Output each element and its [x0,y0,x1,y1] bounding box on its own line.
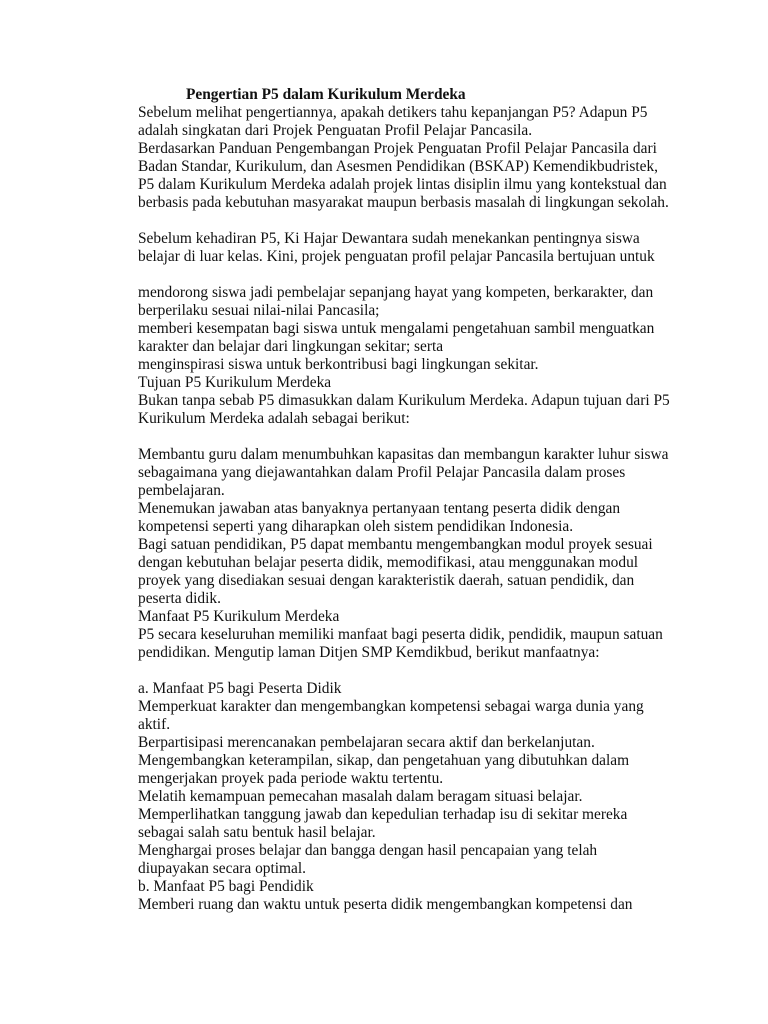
text-line: aktif. [138,716,171,733]
blank-line [138,662,698,680]
text-line: mengerjakan proyek pada periode waktu tertentu. [138,770,444,787]
text-line: Manfaat P5 Kurikulum Merdeka [138,608,340,625]
text-line: Melatih kemampuan pemecahan masalah dalam beragam situasi belajar. [138,788,583,805]
text-line: a. Manfaat P5 bagi Peserta Didik [138,680,342,697]
text-line: Berdasarkan Panduan Pengembangan Projek Penguatan Profil Pelajar Pancasila dari [138,140,657,157]
text-line: Menemukan jawaban atas banyaknya pertanyaan tentang peserta didik dengan [138,500,621,517]
text-line: kompetensi seperti yang diharapkan oleh sistem pendidikan Indonesia. [138,518,574,535]
document-text [138,104,698,914]
blank-line [138,266,698,284]
text-line: berperilaku sesuai nilai-nilai Pancasila; [138,302,380,319]
text-line: Kurikulum Merdeka adalah sebagai berikut: [138,410,410,427]
text-line: P5 secara keseluruhan memiliki manfaat bagi peserta didik, pendidik, maupun satuan [138,626,663,643]
text-line: Tujuan P5 Kurikulum Merdeka [138,374,332,391]
text-line: Membantu guru dalam menumbuhkan kapasitas dan membangun karakter luhur siswa [138,446,669,463]
text-line: adalah singkatan dari Projek Penguatan Profil Pelajar Pancasila. [138,122,533,139]
text-line: pembelajaran. [138,482,225,499]
document-title: Pengertian P5 dalam Kurikulum Merdeka [186,86,466,103]
text-line: karakter dan belajar dari lingkungan sekitar; serta [138,338,444,355]
text-line: Mengembangkan keterampilan, sikap, dan pengetahuan yang dibutuhkan dalam [138,752,630,769]
text-line: Bagi satuan pendidikan, P5 dapat membantu mengembangkan modul proyek sesuai [138,536,653,553]
text-line: Memperlihatkan tanggung jawab dan kepedulian terhadap isu di sekitar mereka [138,806,628,823]
text-line: Sebelum kehadiran P5, Ki Hajar Dewantara sudah menekankan pentingnya siswa [138,230,640,247]
text-line: b. Manfaat P5 bagi Pendidik [138,878,314,895]
text-line: pendidikan. Mengutip laman Ditjen SMP Kemdikbud, berikut manfaatnya: [138,644,600,661]
blank-line [138,428,698,446]
text-line: Badan Standar, Kurikulum, dan Asesmen Pendidikan (BSKAP) Kemendikbudristek, [138,158,659,175]
text-line: P5 dalam Kurikulum Merdeka adalah projek lintas disiplin ilmu yang kontekstual dan [138,176,667,193]
text-line: Menghargai proses belajar dan bangga dengan hasil pencapaian yang telah [138,842,598,859]
text-line: memberi kesempatan bagi siswa untuk mengalami pengetahuan sambil menguatkan [138,320,655,337]
text-line: mendorong siswa jadi pembelajar sepanjang hayat yang kompeten, berkarakter, dan [138,284,654,301]
text-line: proyek yang disediakan sesuai dengan karakteristik daerah, satuan pendidik, dan [138,572,635,589]
text-line: dengan kebutuhan belajar peserta didik, memodifikasi, atau menggunakan modul [138,554,639,571]
text-line: Memperkuat karakter dan mengembangkan kompetensi sebagai warga dunia yang [138,698,644,715]
text-line: Sebelum melihat pengertiannya, apakah detikers tahu kepanjangan P5? Adapun P5 [138,104,648,121]
text-line: Memberi ruang dan waktu untuk peserta didik mengembangkan kompetensi dan [138,896,633,913]
text-line: sebagaimana yang diejawantahkan dalam Profil Pelajar Pancasila dalam proses [138,464,626,481]
text-line: diupayakan secara optimal. [138,860,306,877]
text-line: peserta didik. [138,590,221,607]
blank-line [138,212,698,230]
text-line: sebagai salah satu bentuk hasil belajar. [138,824,376,841]
text-line: Bukan tanpa sebab P5 dimasukkan dalam Kurikulum Merdeka. Adapun tujuan dari P5 [138,392,670,409]
document-body [138,86,698,914]
text-line: belajar di luar kelas. Kini, projek penguatan profil pelajar Pancasila bertujuan untuk [138,248,655,265]
text-line: Berpartisipasi merencanakan pembelajaran secara aktif dan berkelanjutan. [138,734,595,751]
text-line: berbasis pada kebutuhan masyarakat maupun berbasis masalah di lingkungan sekolah. [138,194,669,211]
text-line: menginspirasi siswa untuk berkontribusi bagi lingkungan sekitar. [138,356,539,373]
